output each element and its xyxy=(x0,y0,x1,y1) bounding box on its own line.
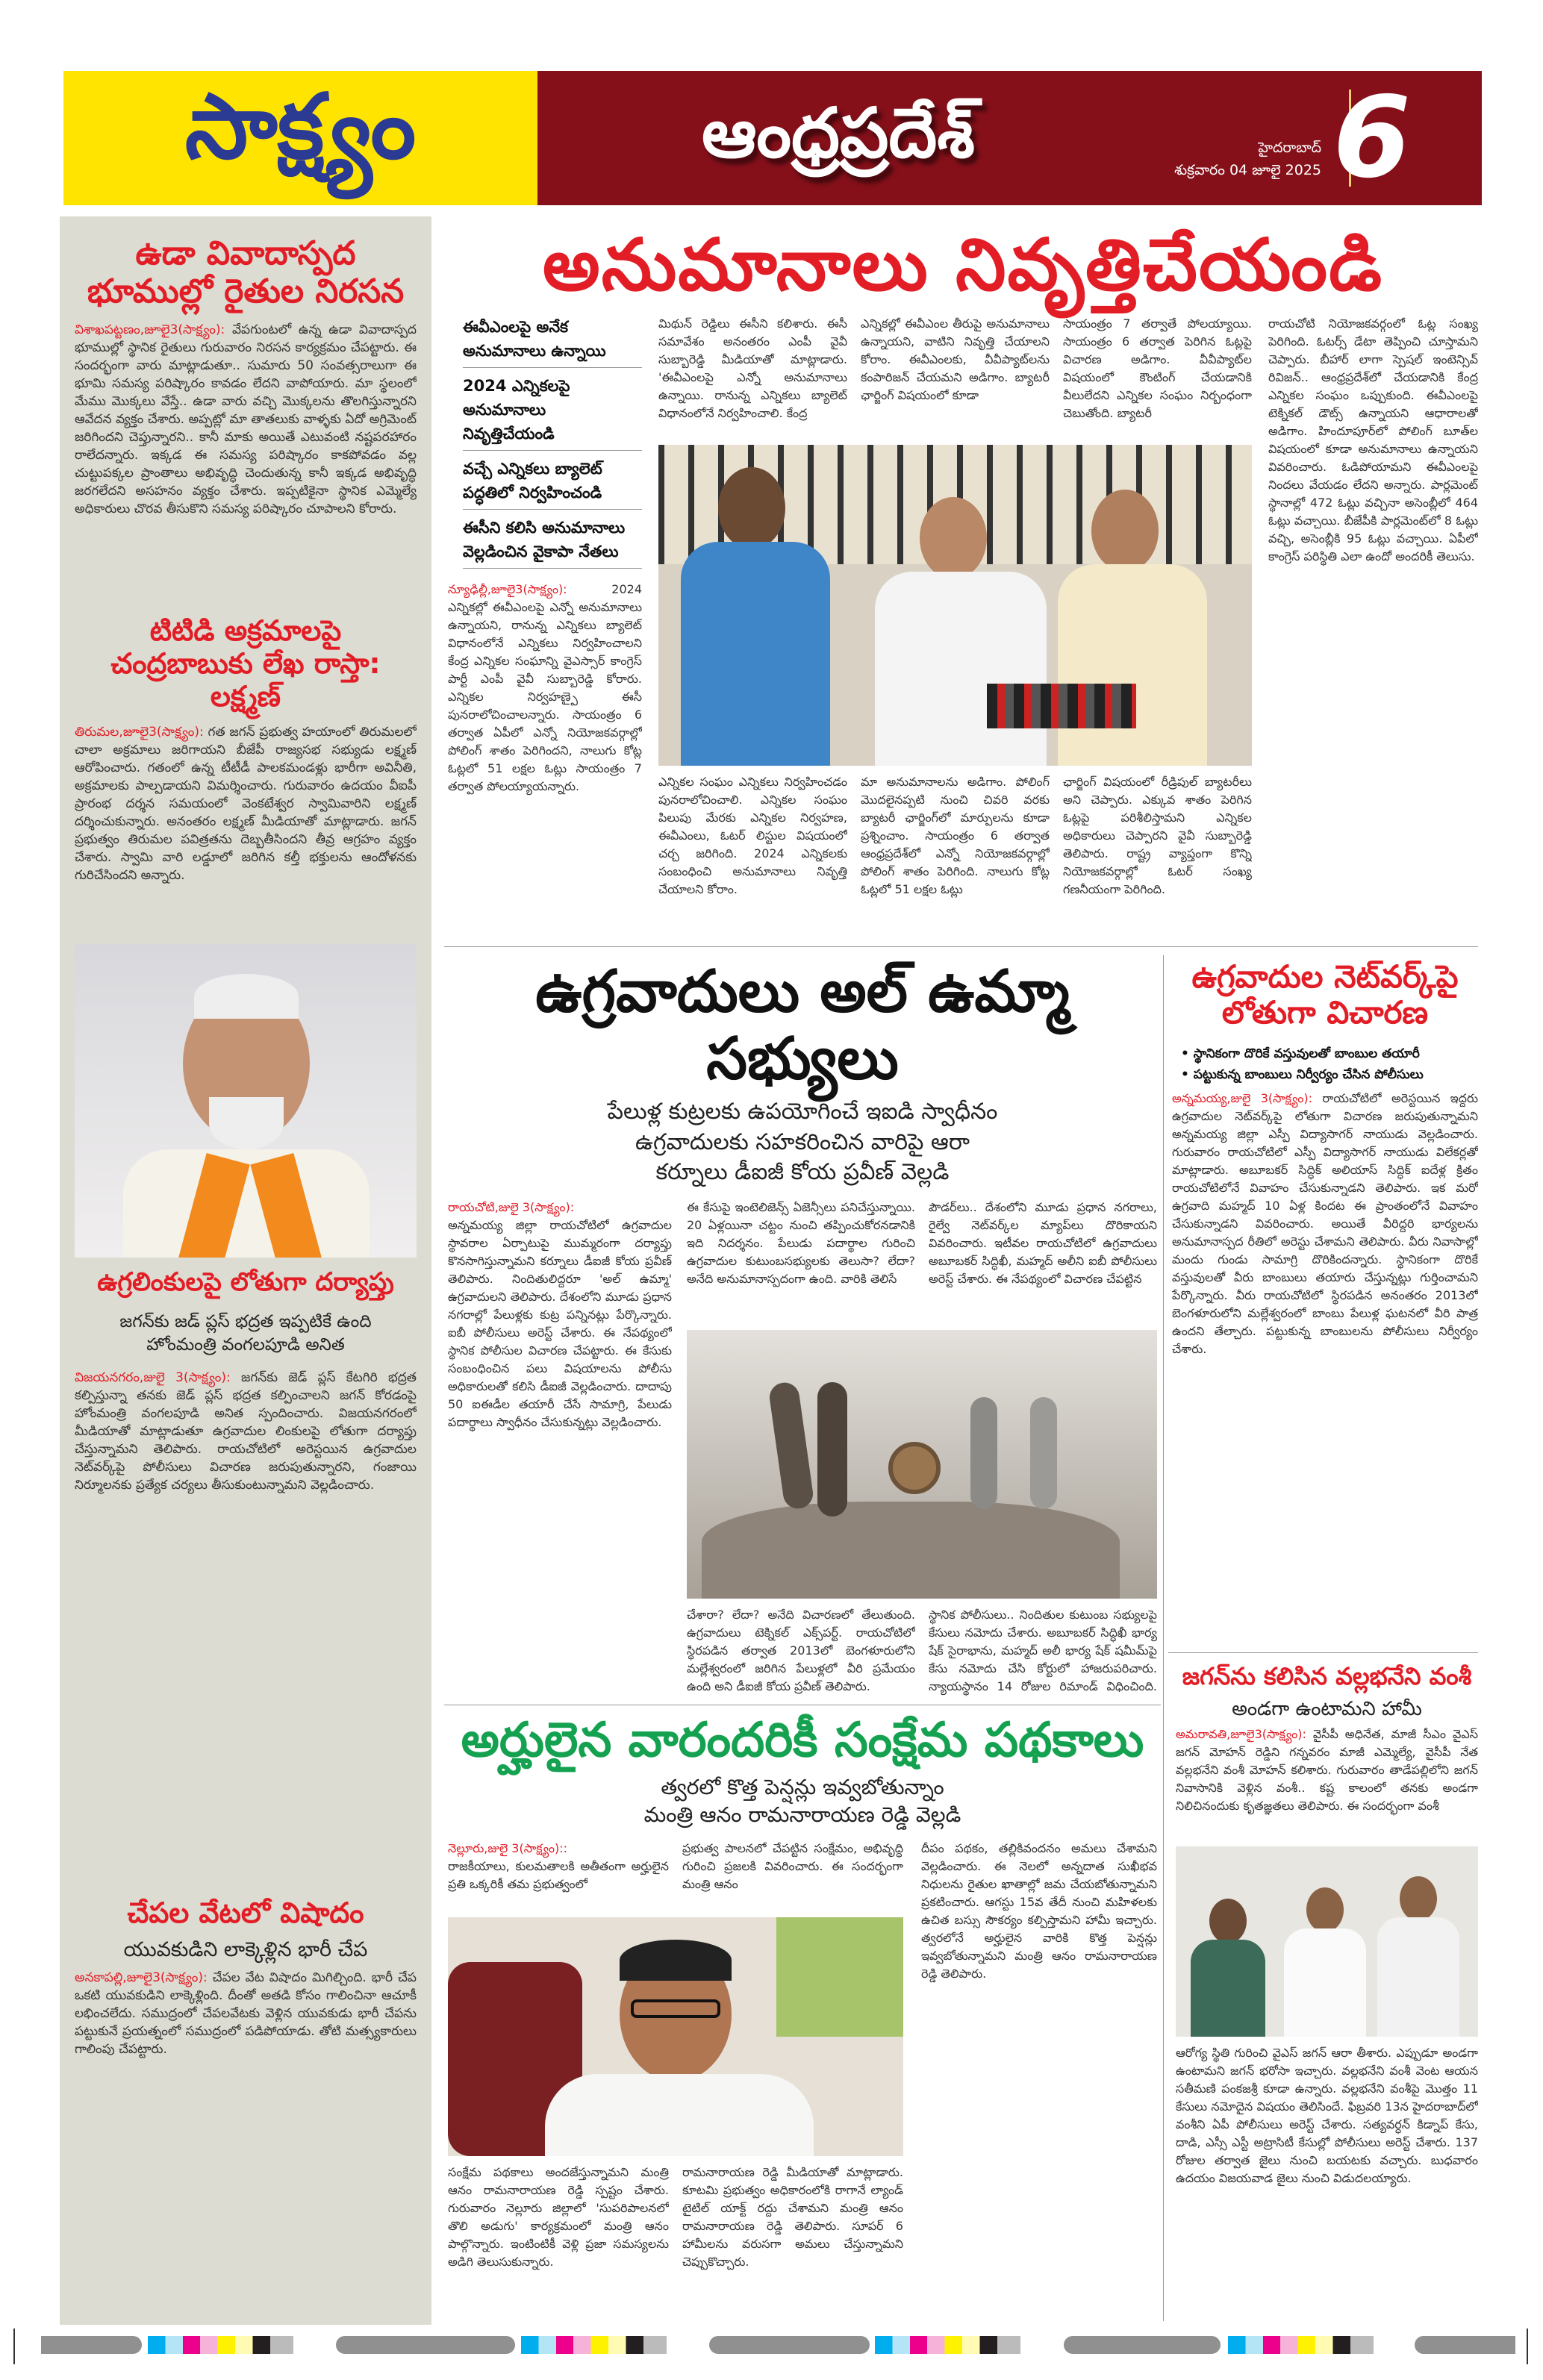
center-block xyxy=(658,315,1252,942)
subheadline: త్వరలో కొత్త పెన్షన్లు ఇవ్వబోతున్నాం xyxy=(661,1774,944,1799)
key-point: 2024 ఎన్నికలపై అనుమానాలు నివృత్తిచేయండి xyxy=(463,374,642,451)
headline: ఉగ్రవాదులు అల్ ఉమ్మా సభ్యులు xyxy=(535,959,1070,1093)
subheadline: హోంమంత్రి వంగలపూడి అనిత xyxy=(146,1335,345,1355)
bullet-point: • పట్టుకున్న బాంబులు నిర్వీర్యం చేసిన పోలీసులు xyxy=(1181,1064,1478,1085)
headline: చేపల వేటలో విషాదం xyxy=(127,1896,364,1929)
subheadline: మంత్రి ఆనం రామనారాయణ రెడ్డి వెల్లడి xyxy=(643,1802,961,1828)
story-body: చేపల వేట విషాదం మిగిల్చింది. భారీ చేప ఒకటి యువకుడిని లాక్కెళ్లింది. దీంతో అతడి కోసం గాలించినా ఆచూకీ లభించలేదు. సముద్రంలో చేపలవేటకు వెళ్లిన యువకుడు భారీ చేపను పట్టుకునే ప్రయత్నంలో సముద్రంలో పడిపోయాడు. తోటి మత్స్యకారులు గాలింపు చేపట్టారు. xyxy=(75,1970,417,2057)
story-body: మా అనుమానాలను అడిగాం. పోలింగ్ మొదలైనప్పటి నుంచి చివరి వరకు బ్యాటరీ ఛార్జింగ్‌లో మార్పులను కూడా ప్రశ్నించాం. సాయంత్రం 6 తర్వాత ఆంధ్రప్రదేశ్‌లో ఎన్నో నియోజకవర్గాల్లో పోలింగ్ శాతం పెరిగింది. నాలుగు కోట్ల ఓట్లలో 51 లక్షల ఓట్లు xyxy=(861,775,1050,897)
photo-minister-anam xyxy=(448,1917,903,2156)
dateline: నెల్లూరు,జులై 3(సాక్ష్యం):: xyxy=(448,1841,567,1856)
photo-seized-explosives xyxy=(687,1330,1157,1599)
headline: ఉగ్రవాదుల నెట్‌వర్క్‌పై లోతుగా విచారణ xyxy=(1191,959,1459,1031)
subheadline: అండగా ఉంటామని హామీ xyxy=(1232,1697,1422,1720)
story-welfare xyxy=(448,1714,1157,2322)
story-body: రాయచోటి నియోజకవర్గంలో ఓట్ల సంఖ్య పెరిగింది. ఓటర్స్ డేటా తెప్పించి చూస్తామని చెప్పారు. బీహార్ లాగా స్పెషల్ ఇంటెన్సివ్ రివిజన్.. ఆంధ్రప్రదేశ్‌లో చేయడానికి కేంద్ర ఎన్నికల సంఘం ఒప్పుకుంది. ఈవీఎంలపై టెక్నికల్ డౌట్స్ ఉన్నాయని ఆధారాలతో అడిగాం. హిందూపూర్‌లో పోలింగ్ బూత్‌ల విషయంలో కూడా అనుమానాలు ఉన్నాయని వివరించారు. ఓడిపోయామని ఈవీఎంలపై నిందలు వేయడం లేదని అన్నారు. పార్లమెంట్ స్థానాల్లో 472 ఓట్లు వచ్చినా అసెంబ్లీలో 464 ఓట్లు వచ్చాయి. బీజేపీకి పార్లమెంట్‌లో 8 ఓట్లు వచ్చి, అసెంబ్లీకి 95 ఓట్లు వచ్చాయి. ఏపీలో కాంగ్రెస్ పరిస్థితి ఎలా ఉందో అందరికీ తెలుసు. xyxy=(1268,316,1478,564)
story-body: చేశారా? లేదా? అనేది విచారణలో తేలుతుంది. ఉగ్రవాదులు టెక్నికల్ ఎక్స్‌పర్ట్. రాయచోటిలో స్థిరపడిన తర్వాత 2013లో బెంగళూరులోని మల్లేశ్వరంలో జరిగిన పేలుళ్లలో వీరి ప్రమేయం ఉంది అని డీఐజీ కోయ ప్రవీణ్ తెలిపారు. xyxy=(687,1607,915,1693)
story-al-umma xyxy=(448,959,1157,1698)
story-body: అన్నమయ్య జిల్లా రాయచోటిలో ఉగ్రవాదుల స్థావరాల ఏర్పాటుపై ముమ్మరంగా దర్యాప్తు కొనసాగిస్తున్నామని కర్నూలు డీఐజీ కోయ ప్రవీణ్ తెలిపారు. నిందితులిద్దరూ 'అల్ ఉమ్మా' ఉగ్రవాదులని తెలిపారు. దేశంలోని మూడు ప్రధాన నగరాల్లో పేలుళ్లకు కుట్ర పన్నినట్లు పేర్కొన్నారు. ఐబీ పోలీసులు అరెస్ట్ చేశారు. ఈ నేపథ్యంలో స్థానిక పోలీసుల విచారణ చేపట్టారు. ఈ కేసుకు సంబంధించిన పలు విషయాలను పోలీసు అధికారులతో కలిసి డీఐజీ వెల్లడించారు. దాదాపు 50 ఐఈడీల తయారీ చేసే సామాగ్రి, పేలుడు పదార్థాలు స్వాధీనం చేసుకున్నట్లు వెల్లడించారు. xyxy=(448,1217,672,1429)
lead-column xyxy=(448,315,642,942)
dateline: అన్నమయ్య,జులై 3(సాక్ష్యం): xyxy=(1172,1090,1313,1105)
story-body: పౌడర్‌లు.. దేశంలోని మూడు ప్రధాన నగరాలు, రైల్వే నెట్‌వర్క్‌ల మ్యాప్‌లు దొరికాయని వివరించారు. ఇటీవల రాయచోటిలో ఉగ్రవాదులు అబూబకర్ సిద్ధిఖీ, మహ్మద్ అలీని ఐబీ పోలీసులు అరెస్ట్ చేశారు. ఈ నేపథ్యంలో విచారణ చేపట్టిన xyxy=(929,1199,1157,1286)
dateline: విజయనగరం,జులై 3(సాక్ష్యం): xyxy=(75,1370,231,1386)
key-points xyxy=(448,315,642,575)
edition-info xyxy=(1174,137,1321,181)
story-uda xyxy=(75,235,417,606)
story-body: ఛార్జింగ్ విషయంలో రీడ్రిపుల్ బ్యాటరీలు అని చెప్పారు. ఎక్కువ శాతం పెరిగిన ఓట్లపై పరిశీలిస్తామని ఎన్నికల అధికారులు చెప్పారని వైవీ సుబ్బారెడ్డి తెలిపారు. రాష్ట్ర వ్యాప్తంగా కొన్ని నియోజకవర్గాల్లో ఓటర్ సంఖ్య గణనీయంగా పెరిగింది. xyxy=(1063,775,1252,897)
story-fish xyxy=(75,1897,417,2317)
dateline: తిరుమల,జూలై3(సాక్ష్యం): xyxy=(75,725,204,740)
key-point: ఈవీఎంలపై అనేక అనుమానాలు ఉన్నాయి xyxy=(463,315,642,368)
story-body: సాయంత్రం 7 తర్వాతే పోలయ్యాయి. సాయంత్రం 6 తర్వాత పెరిగిన ఓట్లపై విచారణ అడిగాం. వీవీప్యాట్‌ల విషయంలో కౌంటింగ్ చేయడానికి వీలులేదని ఎన్నికల సంఘం నిర్బంధంగా చెబుతోంది. బ్యాటరీ xyxy=(1063,316,1252,421)
dateline: అమరావతి,జూలై3(సాక్ష్యం): xyxy=(1176,1726,1306,1741)
divider xyxy=(444,946,1478,947)
color-bar xyxy=(1228,2336,1374,2354)
color-bar xyxy=(521,2336,667,2354)
story-vamsi xyxy=(1176,1663,1478,2321)
registration-mark xyxy=(13,2329,15,2364)
divider xyxy=(1163,955,1164,2321)
story-body: దీపం పథకం, తల్లికివందనం అమలు చేశామని వెల్లడించారు. ఈ నెలలో అన్నదాత సుఖీభవ నిధులను రైతుల ఖాతాల్లో జమ చేయబోతున్నామని ప్రకటించారు. ఆగస్టు 15వ తేదీ నుంచి మహిళలకు ఉచిత బస్సు సౌకర్యం కల్పిస్తామని హామీ ఇచ్చారు. త్వరలోనే అర్హులైన వారికి కొత్త పెన్షన్లు ఇవ్వబోతున్నామని మంత్రి ఆనం రామనారాయణ రెడ్డి తెలిపారు. xyxy=(921,1841,1157,1981)
story-main-evm xyxy=(448,224,1478,942)
story-network xyxy=(1172,959,1478,1646)
story-body: సంక్షేమ పథకాలు అందజేస్తున్నామని మంత్రి ఆనం రామనారాయణ రెడ్డి స్పష్టం చేశారు. గురువారం నెల్లూరు జిల్లాలో 'సుపరిపాలనలో తొలి అడుగు' కార్యక్రమంలో మంత్రి ఆనం పాల్గొన్నారు. ఇంటింటికీ వెళ్లి ప్రజా సమస్యలను అడిగి తెలుసుకున్నారు. xyxy=(448,2165,669,2270)
dateline: రాయచోటి,జులై 3(సాక్ష్యం): xyxy=(448,1199,575,1214)
story-body: 2024 ఎన్నికల్లో ఈవీఎంలపై ఎన్నో అనుమానాలు ఉన్నాయని, రానున్న ఎన్నికలు బ్యాలెట్ విధానంలోనే ఎన్నికలు నిర్వహించాలని కేంద్ర ఎన్నికల సంఘాన్ని వైఎస్సార్ కాంగ్రెస్ పార్టీ ఎంపీ వైవీ సుబ్బారెడ్డి కోరారు. ఎన్నికల నిర్వహణ్పై ఈసీ పునరాలోచించాలన్నారు. సాయంత్రం 6 తర్వాత ఏపీలో ఎన్నో నియోజకవర్గాల్లో పోలింగ్ శాతం పెరిగిందని, నాలుగు కోట్ల ఓట్లలో 51 లక్షల ఓట్లు సాయంత్రం 7 తర్వాత పోలయ్యాయన్నారు. xyxy=(448,582,642,794)
dateline: విశాఖపట్టణం,జూలై3(సాక్ష్యం): xyxy=(75,322,225,338)
story-body: రామనారాయణ రెడ్డి మీడియాతో మాట్లాడారు. కూటమి ప్రభుత్వం అధికారంలోకి రాగానే ల్యాండ్ టైటిల్ యాక్ట్ రద్దు చేశామని మంత్రి ఆనం రామనారాయణ రెడ్డి తెలిపారు. సూపర్ 6 హామీలను వరుసగా అమలు చేస్తున్నామని చెప్పుకొచ్చారు. xyxy=(682,2165,903,2270)
key-point: ఈసీని కలిసి అనుమానాలు వెల్లడించిన వైకాపా నేతలు xyxy=(463,516,642,569)
dateline: న్యూఢిల్లీ,జూలై3(సాక్ష్యం): xyxy=(448,582,567,597)
headline: ఉడా వివాదాస్పద భూముల్లో రైతుల నిరసన xyxy=(87,235,405,310)
story-body: ఎన్నికల్లో ఈవీఎంల తీరుపై అనుమానాలు ఉన్నాయని, వాటిని నివృత్తి చేయాలని కోరాం. ఈవీఎంలకు, వీవీప్యాట్‌లను కంపారిజన్ చేయమని అడిగాం. బ్యాటరీ ఛార్జింగ్ విషయంలో కూడా xyxy=(861,316,1050,403)
color-bar xyxy=(1064,2336,1221,2354)
story-body: గత జగన్ ప్రభుత్వ హయాంలో తిరుమలలో చాలా అక్రమాలు జరిగాయని బీజేపీ రాజ్యసభ సభ్యుడు లక్ష్మణ్ ఆరోపించారు. గతంలో ఉన్న టీటీడీ పాలకమండళ్లు భారీగా అవినీతి, అక్రమాలకు పాల్పడాయని విమర్శించారు. గురువారం ఉదయం వీఐపీ ప్రారంభ దర్శన సమయంలో వెంకటేశ్వర స్వామివారిని లక్ష్మణ్ దర్శించుకున్నారు. అనంతరం లక్ష్మణ్ మీడియాతో మాట్లాడారు. జగన్ ప్రభుత్వం తిరుమల పవిత్రతను దెబ్బతీసిందని తీవ్ర ఆగ్రహం వ్యక్తం చేశారు. స్వామి వారి లడ్డూలో జరిగిన కల్తీ భక్తులను ఆందోళనకు గురిచేసిందని అన్నారు. xyxy=(75,725,417,884)
headline: ఉగ్రలింకులపై లోతుగా దర్యాప్తు xyxy=(97,1268,394,1297)
story-body: మిథున్ రెడ్డిలు ఈసీని కలిశారు. ఈసీ సమావేశం అనంతరం ఎంపీ వైవీ సుబ్బారెడ్డి మీడియాతో మాట్లాడారు. 'ఈవీఎంలపై ఎన్నో అనుమానాలు ఉన్నాయి. రానున్న ఎన్నికలు బ్యాలెట్ విధానంలోనే నిర్వహించాలి. కేంద్ర xyxy=(658,316,847,421)
main-headline: అనుమానాలు నివృత్తిచేయండి xyxy=(542,224,1384,307)
story-ugra-links xyxy=(75,1268,417,1887)
bullet-point: • స్థానికంగా దొరికే వస్తువులతో బాంబుల తయారీ xyxy=(1181,1043,1478,1064)
story-body: ఆరోగ్య స్థితి గురించి వైఎస్ జగన్ ఆరా తీశారు. ఎప్పుడూ అండగా ఉంటామని జగన్ భరోసా ఇచ్చారు. వల్లభనేని వంశీ వెంట ఆయన సతీమణి పంకజశ్రీ కూడా ఉన్నారు. వల్లభనేని వంశీపై మొత్తం 11 కేసులు నమోదైన విషయం తెలిసిందే. ఫిబ్రవరి 13న హైదరాబాద్‌లో వంశీని ఏపీ పోలీసులు అరెస్ట్ చేశారు. సత్యవర్ధన్ కిడ్నాప్ కేసు, దాడి, ఎస్సీ ఎస్టీ అట్రాసిటీ కేసుల్లో పోలీసులు అరెస్ట్ చేశారు. 137 రోజుల తర్వాత జైలు నుంచి బయటకు వచ్చారు. బుధవారం ఉదయం విజయవాడ జైలు నుంచి విడుదలయ్యారు. xyxy=(1176,2046,1478,2186)
color-bar xyxy=(1415,2336,1515,2354)
divider xyxy=(1168,1652,1478,1653)
subheadline: ఉగ్రవాదులకు సహకరించిన వారిపై ఆరా xyxy=(635,1128,970,1155)
section-banner xyxy=(537,71,1482,205)
story-ttd xyxy=(75,615,417,937)
subheadline: కర్నూలు డీఐజీ కోయ ప్రవీణ్ వెల్లడి xyxy=(655,1159,950,1186)
story-body: స్థానిక పోలీసులు.. నిందితుల కుటుంబ సభ్యులపై కేసులు నమోదు చేశారు. అబూబకర్ సిద్ధిఖీ భార్య షేక్ సైరాభాను, మహ్మద్ అలీ భార్య షేక్ షమీమ్‌పై కేసు నమోదు చేసి కోర్టులో హాజరుపరిచారు. న్యాయస్థానం 14 రోజుల రిమాండ్ విధించింది. xyxy=(929,1607,1157,1693)
section-title: ఆంధ్రప్రదేశ్ xyxy=(702,93,975,173)
masthead-logo xyxy=(63,71,537,205)
edition-date: శుక్రవారం 04 జూలై 2025 xyxy=(1174,162,1321,178)
page-number: 6 xyxy=(1332,73,1411,203)
story-body: ఈ కేసుపై ఇంటెలిజెన్స్ ఏజెన్సీలు పనిచేస్తున్నాయి. 20 ఏళ్లయినా చట్టం నుంచి తప్పించుకోరనడానికి ఇది నిదర్శనం. పేలుడు పదార్థాల గురించి ఉగ్రవాదుల కుటుంబసభ్యులకు తెలుసా? లేదా? అనేది అనుమానాస్పదంగా ఉంది. వారికి తెలిసే xyxy=(687,1199,915,1286)
story-body: రాజకీయాలు, కులమతాలకి అతీతంగా అర్హులైన ప్రతి ఒక్కరికీ తమ ప్రభుత్వంలో xyxy=(448,1859,669,1892)
color-bar xyxy=(41,2336,142,2354)
color-bar xyxy=(336,2336,515,2354)
subheadline: జగన్‌కు జడ్ ప్లస్ భద్రత ఇప్పటికే ఉంది xyxy=(119,1312,372,1332)
headline: టిటిడి అక్రమాలపై చంద్రబాబుకు లేఖ రాస్తా: లక్ష్మణ్ xyxy=(110,615,381,713)
story-body: ఎన్నికల సంఘం ఎన్నికలు నిర్వహించడం పునరాలోచించాలి. ఎన్నికల సంఘం పిలుపు మేరకు ఎన్నికల నిర్వహణ, ఈవీఎంలు, ఓటర్ లిస్టుల విషయంలో చర్చ జరిగింది. 2024 ఎన్నికలకు సంబంధించి అనుమానాలు నివృత్తి చేయాలని కోరాం. xyxy=(658,775,847,897)
story-body: వైసీపీ అధినేత, మాజీ సీఎం వైఎస్ జగన్ మోహన్ రెడ్డిని గన్నవరం మాజీ ఎమ్మెల్యే, వైసీపీ నేత వల్లభనేని వంశీ మోహన్ కలిశారు. గురువారం తాడేపల్లిలోని జగన్ నివాసానికి వెళ్లిన వంశీ.. కష్ట కాలంలో తనకు అండగా నిలిచినందుకు కృతజ్ఞతలు తెలిపారు. ఈ సందర్భంగా వంశీ xyxy=(1176,1726,1478,1813)
story-body: వేపగుంటలో ఉన్న ఉడా వివాదాస్పద భూముల్లో స్థానిక రైతులు గురువారం నిరసన కార్యక్రమం చేపట్టారు. ఈ సందర్భంగా వారు మాట్లాడుతూ.. సుమారు 50 సంవత్సరాలుగా ఈ భూమి సమస్య పరిష్కారం కావడం లేదని వాపోయారు. మా స్థలంలో మేము మొక్కలు వేస్తే.. ఉడా వారు వచ్చి మొక్కలను తొలగిస్తున్నారని ఆవేదన వ్యక్తం చేశారు. అప్పట్లో మా తాతలుకు వాళ్ళకు ఏదో అగ్రిమెంట్ జరిగిందని చెప్తున్నారని.. కానీ మాకు అయితే ఎటువంటి నష్టపరహారం రాలేదన్నారు. ఇక్కడ ఈ సమస్య పరిష్కారం కాకపోవడం వల్ల చుట్టుపక్కల ప్రాంతాలు అభివృద్ధి చెందుతున్న కానీ ఇక్కడ అభివృద్ధి జరగలేదని అసహనం వ్యక్తం చేశారు. ఇప్పటికైనా స్థానిక ఎమ్మెల్యే అధికారులు చొరవ తీసుకొని సమస్య పరిష్కారం చూపాలని కోరారు. xyxy=(75,322,417,517)
dateline: అనకాపల్లి,జూలై3(సాక్ష్యం): xyxy=(75,1970,208,1985)
color-bar xyxy=(709,2336,870,2354)
headline: అర్హులైన వారందరికీ సంక్షేమ పథకాలు xyxy=(461,1714,1144,1768)
photo-ysrcp-leaders xyxy=(658,445,1252,766)
photo-jagan-vamsi xyxy=(1176,1846,1478,2037)
color-bar xyxy=(148,2336,293,2354)
key-point: వచ్చే ఎన్నికలు బ్యాలెట్ పద్ధతిలో నిర్వహించండి xyxy=(463,457,642,510)
subheadline: యువకుడిని లాక్కెళ్లిన భారీ చేప xyxy=(123,1938,368,1962)
logo-text: సాక్ష్యం xyxy=(184,75,417,179)
left-column xyxy=(60,216,431,2325)
story-body: ప్రభుత్వ పాలనలో చేపట్టిన సంక్షేమం, అభివృద్ధి గురించి ప్రజలకి వివరించారు. ఈ సందర్భంగా మంత్రి ఆనం xyxy=(682,1841,903,1892)
edition-city: హైదరాబాద్ xyxy=(1258,140,1321,156)
color-bar xyxy=(875,2336,1020,2354)
registration-mark xyxy=(1527,2329,1528,2364)
subheadline: పేలుళ్ల కుట్రలకు ఉపయోగించే ఇఐడి స్వాధీనం xyxy=(607,1099,998,1125)
story-body: రాయచోటిలో అరెస్టయిన ఇద్దరు ఉగ్రవాదుల నెట్‌వర్క్‌పై లోతుగా విచారణ జరుపుతున్నామని అన్నమయ్య జిల్లా ఎస్పీ విద్యాసాగర్ నాయుడు వెల్లడించారు. గురువారం రాయచోటిలో ఎస్పీ విద్యాసాగర్ నాయుడు విలేకర్లతో మాట్లాడారు. అబూబకర్ సిద్ధిక్ అలియాస్ సిద్ధిక్ ఐదేళ్ల క్రితం రాయచోటిలోనే వివాహం చేసుకున్నాడని తెలిపారు. ఇక మరో ఉగ్రవాది మహ్మద్ 10 ఏళ్ల కిందట ఈ ప్రాంతంలోనే వివాహం చేసుకున్నాడని వివరించారు. అయితే వీరిద్దరి భార్యలను అనుమానాస్పద రీతిలో అరెస్టు చేశామని తెలిపారు. వీరు నివాసాల్లో మందు గుండు సామాగ్రి దొరికిందన్నారు. స్థానికంగా దొరికే వస్తువులతో వీరు బాంబులు తయారు చేస్తున్నట్లు గుర్తించామని పేర్కొన్నారు. వీరు రాయచోటిలో స్థిరపడిన అనంతరం 2013లో బెంగళూరులోని మల్లేశ్వరంలో బాంబు పేలుళ్ల ఘటనలో వీరి పాత్ర ఉందని తేల్చారు. పట్టుకున్న బాంబులను పోలీసులు నిర్వీర్యం చేశారు. xyxy=(1172,1090,1478,1356)
photo-laxman xyxy=(75,944,417,1258)
headline: జగన్‌ను కలిసిన వల్లభనేని వంశీ xyxy=(1182,1663,1472,1690)
story-body: జగన్‌కు జెడ్ ప్లస్ కేటగిరి భద్రత కల్పిస్తున్నా తనకు జెడ్ ప్లస్ భద్రత కల్పించాలని జగన్ కోరడంపై హోంమంత్రి వంగలపూడి అనిత స్పందించారు. విజయనగరంలో మీడియాతో మాట్లాడుతూ ఉగ్రవాదుల లింకులపై లోతుగా దర్యాప్తు చేస్తున్నామని తెలిపారు. రాయచోటిలో అరెస్టయిన ఉగ్రవాదుల నెట్‌వర్క్‌పై పోలీసులు విచారణ జరుపుతున్నారని, గంజాయి నిర్మూలనకు ప్రత్యేక చర్యలు తీసుకుంటున్నామని వెల్లడించారు. xyxy=(75,1370,417,1493)
